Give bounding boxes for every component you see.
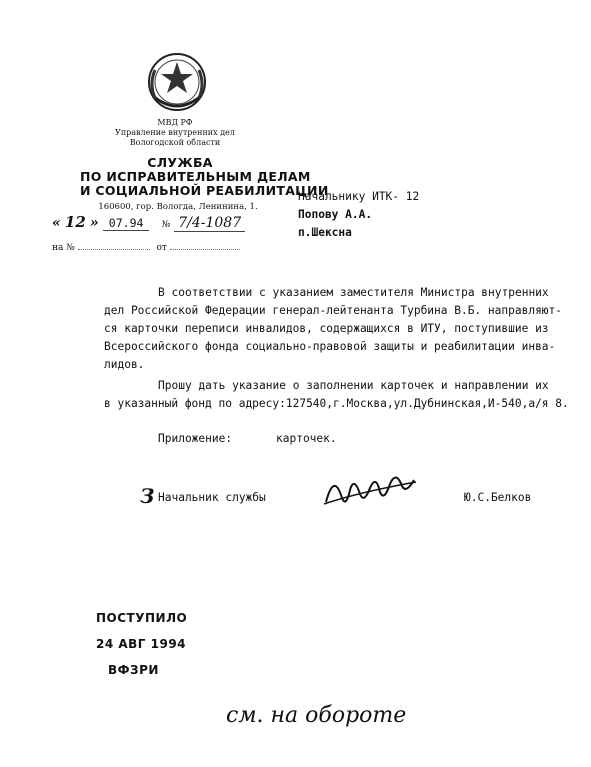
body-p1-line-5: лидов. [104,358,145,371]
handwritten-signature [320,462,420,514]
attachment-label: Приложение: [158,432,233,445]
org-title-1: СЛУЖБА [147,155,213,170]
document-number: 7/4-1087 [174,215,245,232]
date-day: 12 [64,213,86,231]
org-address: 160600, гор. Вологда, Ленинина, 1. [98,202,258,212]
date-line [52,213,245,231]
body-p1-line-4: Всероссийского фонда социально-правовой защиты и реабилитации инва- [104,340,556,353]
addressee-name: Попову А.А. [298,208,373,221]
org-title-3: И СОЦИАЛЬНОЙ РЕАБИЛИТАЦИИ [80,183,329,198]
reference-number-blank [78,249,150,250]
body-p1-line-2: дел Российской Федерации генерал-лейтенанта Турбина В.Б. направляют- [104,304,563,317]
body-p1-line-1: В соответствии с указанием заместителя Министра внутренних [158,286,549,299]
body-p1-line-3: ся карточки переписи инвалидов, содержащихся в ИТУ, поступившие из [104,322,549,335]
signatory-title: Начальник службы [158,491,266,504]
addressee-position: Начальнику ИТК- 12 [298,190,420,203]
coat-of-arms-emblem [141,50,213,118]
org-department: Управление внутренних дел [115,128,235,137]
attachment-value: карточек. [276,432,337,445]
received-stamp-label: ПОСТУПИЛО [96,611,188,625]
reference-date-blank [170,249,240,250]
date-rest: 07.94 [103,216,150,231]
addressee-location: п.Шексна [298,226,352,239]
reference-label: на № [52,243,75,253]
org-ministry: МВД РФ [157,118,193,127]
number-label: № [161,220,171,230]
org-region: Вологодской области [129,138,221,147]
org-title-2: ПО ИСПРАВИТЕЛЬНЫМ ДЕЛАМ [80,169,311,184]
deputy-mark: З [140,484,155,508]
received-stamp-date: 24 АВГ 1994 [96,637,187,651]
reference-line [52,243,240,253]
handwritten-note: см. на обороте [226,703,407,728]
body-p2-line-2: в указанный фонд по адресу:127540,г.Москва,ул.Дубнинская,И-540,а/я 8. [104,397,569,410]
reference-from-label: от [156,243,167,253]
received-stamp-org: ВФЗРИ [108,663,159,677]
date-quote-close: » [89,215,99,231]
body-p2-line-1: Прошу дать указание о заполнении карточек и направлении их [158,379,549,392]
signatory-name: Ю.С.Белков [464,491,532,504]
date-quote-open: « [52,215,61,231]
